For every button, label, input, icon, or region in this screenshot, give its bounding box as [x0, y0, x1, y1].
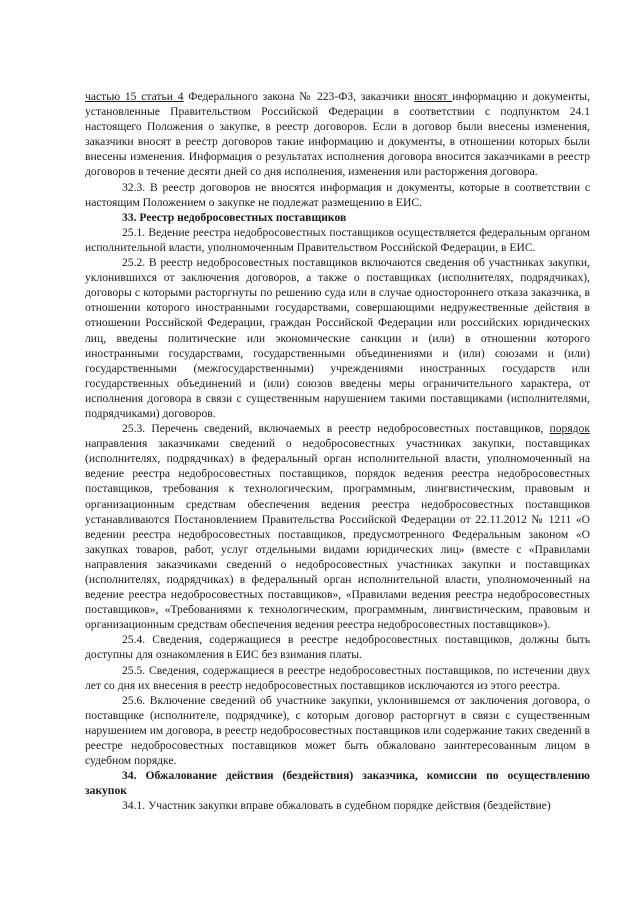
- paragraph-text: информацию и документы, установленные Правительством Российской Федерации в соответствии с подпунктом 24.1 настоящего Положения о закупке, в реестр договоров. Если в договор были внесены изменения, заказчики вносят в реестр договоров такие информацию и документы, в отношении которых были внесены изменения. Информация о результатах исполнения договора вносится заказчиками в реестр договоров в течение десяти дней со дня исполнения, изменения или расторжения договора.: [85, 90, 590, 179]
- section-heading-34: 34. Обжалование действия (бездействия) заказчика, комиссии по осуществлению закупок: [85, 769, 590, 798]
- paragraph-text: 25.3. Перечень сведений, включаемых в реестр недобросовестных поставщиков,: [122, 422, 550, 436]
- law-reference-link[interactable]: частью 15 статьи 4: [85, 90, 184, 103]
- paragraph-25-2: 25.2. В реестр недобросовестных поставщиков включаются сведения об участниках закупки, уклонившихся от заключения договоров, а также о поставщиках (исполнителях, подрядчиках), договоры с которыми расторгнуты по решению суда или в случае одностороннего отказа заказчика, в отношении которого иностранными государствами, совершающими недружественные действия в отношении Российской Федерации, граждан Российской Федерации или российских юридических лиц, введены политические или экономические санкции и (или) в отношении которого иностранными государствами, государственными объединениями и (или) союзами и (или) государственными (межгосударственными) учреждениями иностранных государств или государственных объединений и (или) союзов введены меры ограничительного характера, от исполнения договора в связи с существенным нарушением такими поставщиками (исполнителями, подрядчиками) договоров.: [85, 256, 590, 420]
- paragraph-text: Федерального закона № 223-ФЗ, заказчики: [183, 90, 415, 103]
- paragraph-25-5: 25.5. Сведения, содержащиеся в реестре недобросовестных поставщиков, по истечении двух лет со дня их внесения в реестр недобросовестных поставщиков исключаются из этого реестра.: [85, 663, 590, 692]
- paragraph-32-3: 32.3. В реестр договоров не вносятся информация и документы, которые в соответствии с настоящим Положением о закупке не подлежат размещению в ЕИС.: [85, 180, 590, 209]
- section-heading-33: 33. Реестр недобросовестных поставщиков: [122, 210, 347, 224]
- paragraph-25-3: [85, 421, 590, 632]
- vnosyat-link[interactable]: вносят: [414, 90, 453, 103]
- paragraph-text: направления заказчиками сведений о недобросовестных участниках закупки, поставщиках (исполнителях, подрядчиках) в федеральный орган исполнительной власти, уполномоченный на ведение реестра недобросовестных поставщиков, порядок ведения реестра недобросовестных поставщиков, требования к технологическим, программным, лингвистическим, правовым и организационным средствам обеспечения ведения реестра недобросовестных поставщиков устанавливаются Постановлением Правительства Российской Федерации от 22.11.2012 № 1211 «О ведении реестра недобросовестных поставщиков, предусмотренного Федеральным законом «О закупках товаров, работ, услуг отдельными видами юридических лиц» (вместе с «Правилами направления заказчиками сведений о недобросовестных участниках закупки и поставщиках (исполнителях, подрядчиках) в федеральный орган исполнительной власти, уполномоченный на ведение реестра недобросовестных поставщиков», «Правилами ведения реестра недобросовестных поставщиков», «Требованиями к технологическим, программным, лингвистическим, правовым и организационным средствам обеспечения ведения реестра недобросовестных поставщиков»).: [85, 437, 590, 632]
- poryadok-link[interactable]: порядок: [549, 422, 590, 436]
- document-page: [85, 89, 590, 814]
- paragraph-25-6: 25.6. Включение сведений об участнике закупки, уклонившемся от заключения договора, о поставщике (исполнителе, подрядчике), с которым договор расторгнут в связи с существенным нарушением им договора, в реестр недобросовестных поставщиков или содержание таких сведений в реестре недобросовестных поставщиков может быть обжаловано заинтересованным лицом в судебном порядке.: [85, 693, 590, 768]
- paragraph-reestr-dogovorov-continuation: [85, 89, 590, 180]
- paragraph-34-1: 34.1. Участник закупки вправе обжаловать в судебном порядке действия (бездействие): [122, 799, 551, 813]
- paragraph-25-4: 25.4. Сведения, содержащиеся в реестре недобросовестных поставщиков, должны быть доступны для ознакомления в ЕИС без взимания платы.: [85, 633, 590, 662]
- paragraph-25-1: 25.1. Ведение реестра недобросовестных поставщиков осуществляется федеральным органом исполнительной власти, уполномоченным Правительством Российской Федерации, в ЕИС.: [85, 225, 590, 254]
